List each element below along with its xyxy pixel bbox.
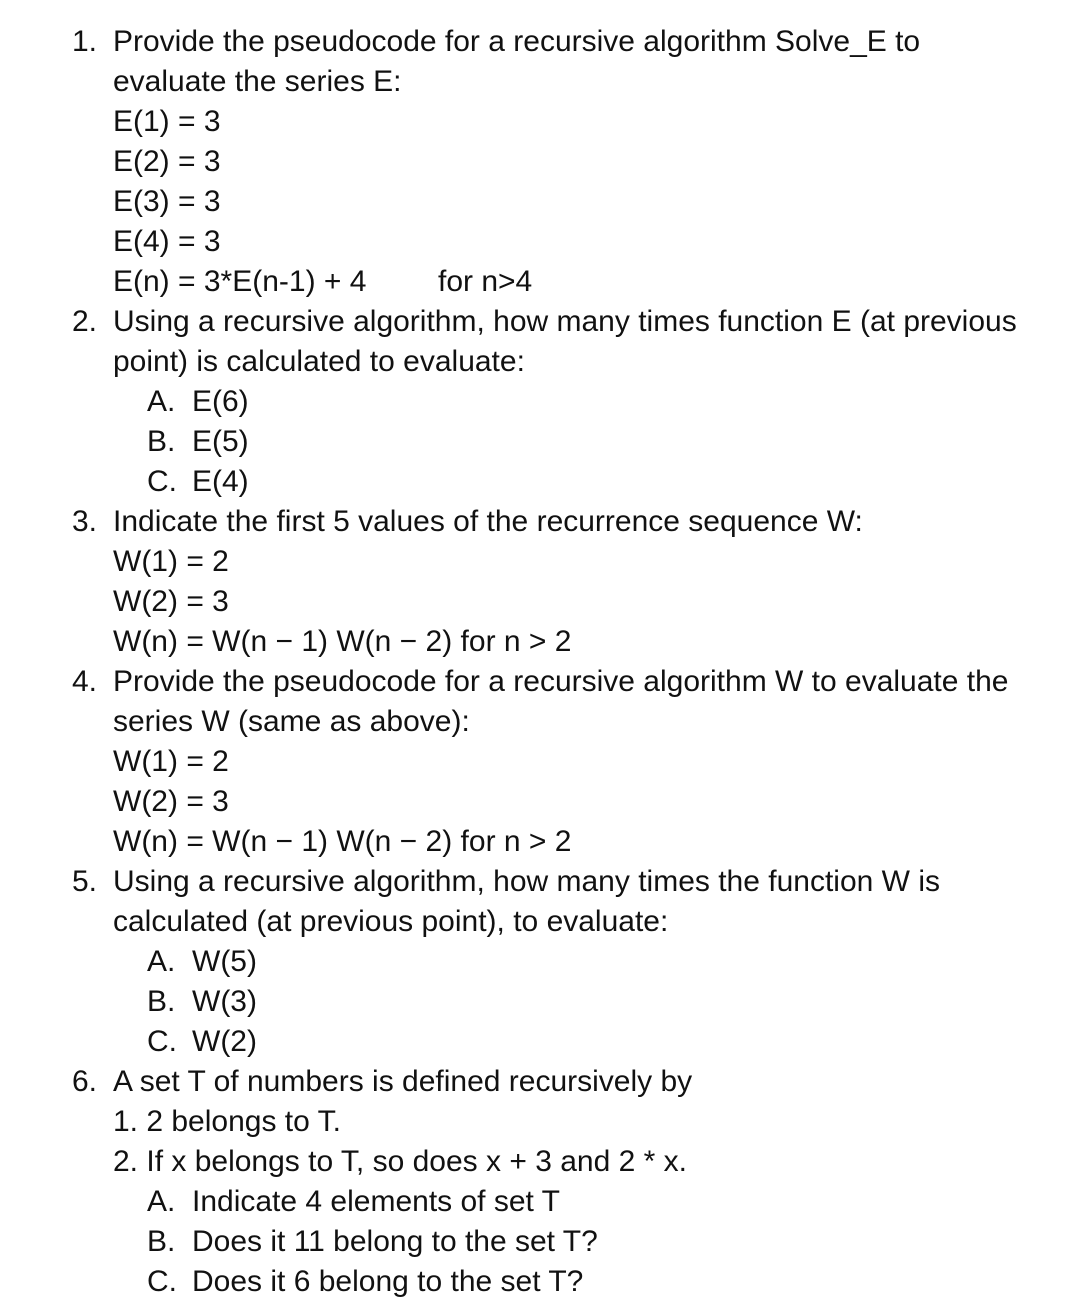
definition-line <box>0 102 1076 142</box>
definition-line <box>0 582 1076 622</box>
question-number: 1. <box>72 25 98 58</box>
question-1-line-2 <box>0 62 1076 102</box>
option-item <box>0 982 1076 1022</box>
set-rule: 1. 2 belongs to T. <box>113 1105 341 1138</box>
option-letter: A. <box>147 385 176 418</box>
option-letter: C. <box>147 1265 177 1298</box>
option-text: W(5) <box>192 945 257 978</box>
recurrence-formula: W(n) = W(n − 1) W(n − 2) for n > 2 <box>113 625 572 658</box>
option-text: Indicate 4 elements of set T <box>192 1185 560 1218</box>
question-text: Indicate the first 5 values of the recurrence sequence W: <box>113 505 863 538</box>
question-text: Provide the pseudocode for a recursive algorithm Solve_E to <box>113 25 921 58</box>
question-5-line-2 <box>0 902 1076 942</box>
question-5-line-1 <box>0 862 1076 902</box>
definition-line <box>0 542 1076 582</box>
option-item <box>0 1022 1076 1062</box>
option-item <box>0 1262 1076 1302</box>
question-number: 5. <box>72 865 98 898</box>
set-rule: 2. If x belongs to T, so does x + 3 and 2 * x. <box>113 1145 687 1178</box>
option-letter: B. <box>147 985 176 1018</box>
option-letter: C. <box>147 1025 177 1058</box>
series-definition: E(2) = 3 <box>113 145 221 178</box>
option-item <box>0 1182 1076 1222</box>
recurrence-formula: E(n) = 3*E(n-1) + 4 <box>113 265 367 298</box>
question-text: Using a recursive algorithm, how many times the function W is <box>113 865 940 898</box>
definition-line <box>0 142 1076 182</box>
option-text: Does it 6 belong to the set T? <box>192 1265 584 1298</box>
question-2-line-1 <box>0 302 1076 342</box>
option-letter: A. <box>147 945 176 978</box>
definition-line <box>0 742 1076 782</box>
question-text: point) is calculated to evaluate: <box>113 345 525 378</box>
question-number: 6. <box>72 1065 98 1098</box>
series-definition: W(1) = 2 <box>113 745 229 778</box>
option-item <box>0 422 1076 462</box>
question-number: 3. <box>72 505 98 538</box>
question-text: series W (same as above): <box>113 705 470 738</box>
option-item <box>0 462 1076 502</box>
definition-line <box>0 182 1076 222</box>
option-text: Does it 11 belong to the set T? <box>192 1225 598 1258</box>
question-text: evaluate the series E: <box>113 65 402 98</box>
series-definition: E(3) = 3 <box>113 185 221 218</box>
option-item <box>0 1222 1076 1262</box>
definition-line <box>0 222 1076 262</box>
option-text: E(4) <box>192 465 249 498</box>
recurrence-formula: W(n) = W(n − 1) W(n − 2) for n > 2 <box>113 825 572 858</box>
recurrence-line <box>0 822 1076 862</box>
option-letter: B. <box>147 1225 176 1258</box>
series-definition: E(1) = 3 <box>113 105 221 138</box>
question-4-line-2 <box>0 702 1076 742</box>
option-text: W(2) <box>192 1025 257 1058</box>
question-number: 4. <box>72 665 98 698</box>
question-2-line-2 <box>0 342 1076 382</box>
series-definition: W(2) = 3 <box>113 585 229 618</box>
question-text: A set T of numbers is defined recursively by <box>113 1065 693 1098</box>
series-definition: W(2) = 3 <box>113 785 229 818</box>
option-letter: C. <box>147 465 177 498</box>
question-4-line-1 <box>0 662 1076 702</box>
definition-line <box>0 782 1076 822</box>
option-text: E(5) <box>192 425 249 458</box>
question-6-line-1 <box>0 1062 1076 1102</box>
option-item <box>0 382 1076 422</box>
question-1-line-1 <box>0 22 1076 62</box>
recurrence-condition: for n>4 <box>438 265 533 298</box>
question-text: Provide the pseudocode for a recursive algorithm W to evaluate the <box>113 665 1009 698</box>
document-page <box>0 22 1076 1302</box>
option-text: E(6) <box>192 385 249 418</box>
series-definition: E(4) = 3 <box>113 225 221 258</box>
question-text: calculated (at previous point), to evaluate: <box>113 905 669 938</box>
question-number: 2. <box>72 305 98 338</box>
rule-line <box>0 1142 1076 1182</box>
question-text: Using a recursive algorithm, how many times function E (at previous <box>113 305 1017 338</box>
recurrence-line <box>0 622 1076 662</box>
series-definition: W(1) = 2 <box>113 545 229 578</box>
option-text: W(3) <box>192 985 257 1018</box>
option-letter: B. <box>147 425 176 458</box>
recurrence-line <box>0 262 1076 302</box>
option-item <box>0 942 1076 982</box>
question-3-line-1 <box>0 502 1076 542</box>
option-letter: A. <box>147 1185 176 1218</box>
rule-line <box>0 1102 1076 1142</box>
